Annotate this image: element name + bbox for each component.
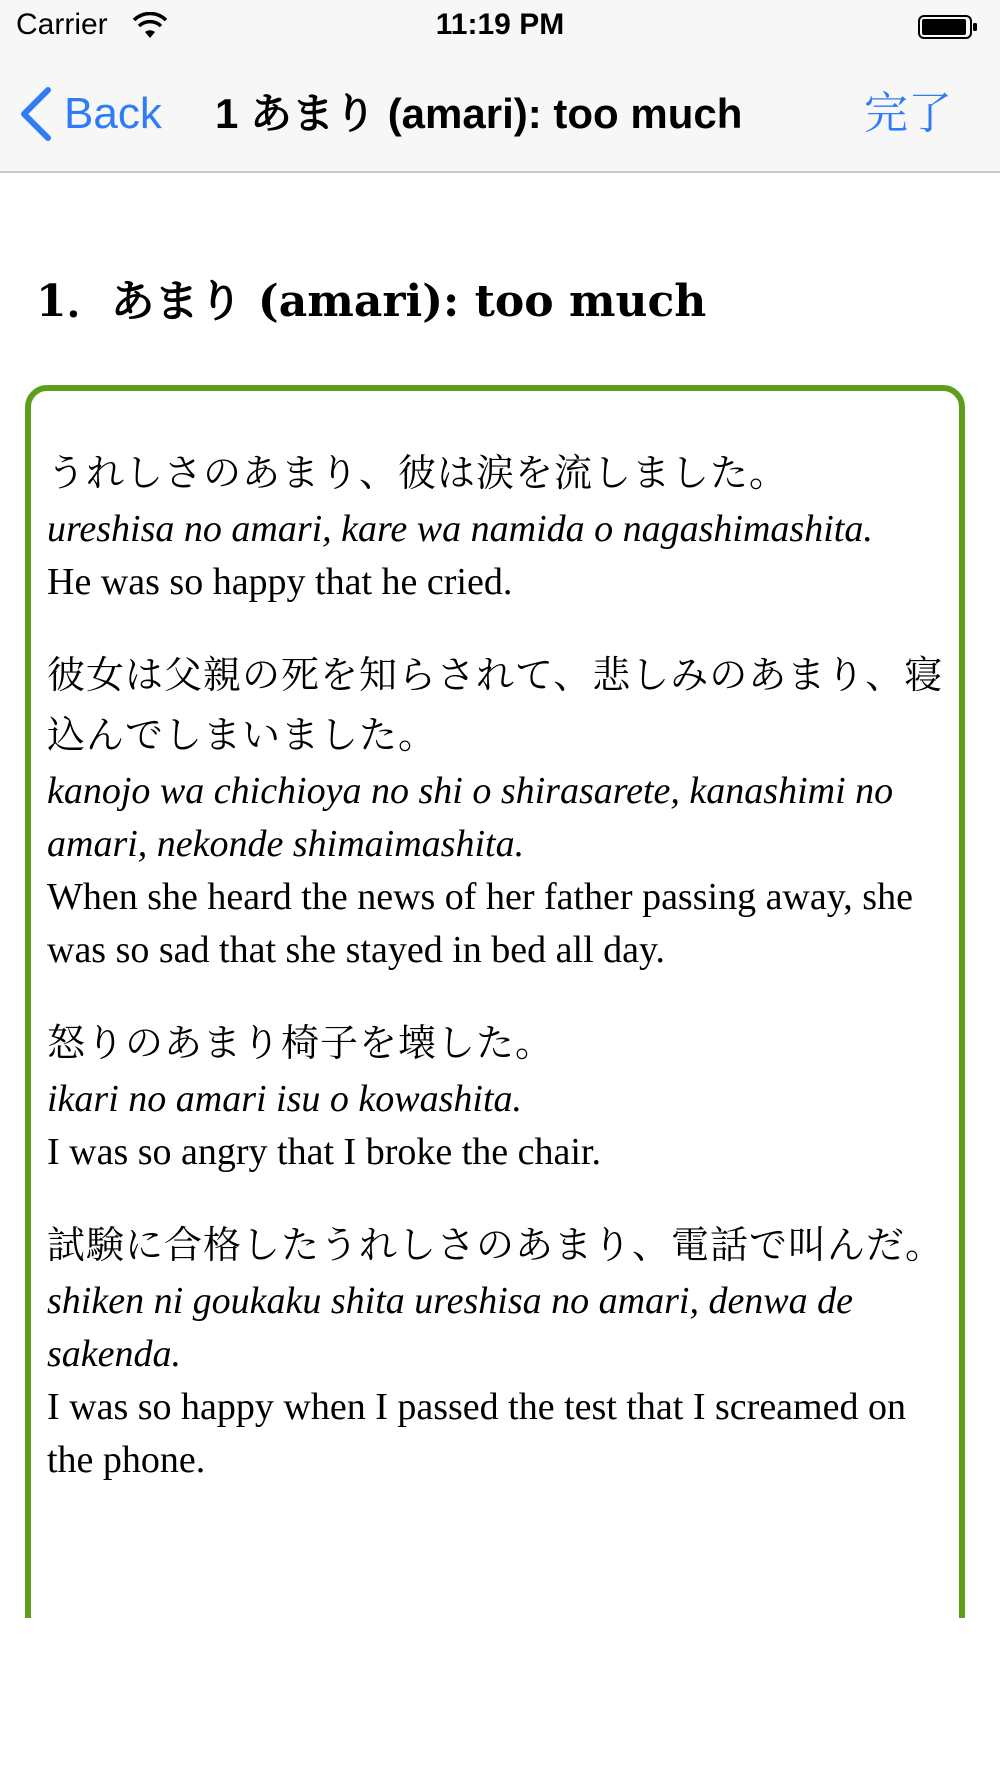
- example-romaji: kanojo wa chichioya no shi o shirasarete, kanashimi no amari, nekonde shimaimashita.: [47, 770, 894, 865]
- example-item: [47, 1215, 945, 1487]
- example-japanese: 彼女は父親の死を知らされて、悲しみのあまり、寝込んでしまいました。: [47, 653, 944, 757]
- status-bar: [0, 0, 1000, 56]
- done-button[interactable]: 完了: [864, 88, 952, 139]
- example-english: I was so angry that I broke the chair.: [47, 1131, 601, 1173]
- example-romaji: ureshisa no amari, kare wa namida o nagashimashita.: [47, 508, 873, 550]
- example-item: [47, 645, 945, 977]
- chevron-left-icon: [18, 86, 54, 142]
- page-heading: 1．あまり (amari): too much: [36, 276, 707, 327]
- examples-box: [25, 385, 965, 1618]
- bottom-blank-area: [0, 1618, 1000, 1778]
- example-item: [47, 443, 945, 609]
- carrier-label: Carrier: [16, 8, 108, 41]
- nav-title: 1 あまり (amari): too much: [215, 90, 743, 137]
- example-english: He was so happy that he cried.: [47, 561, 513, 603]
- example-japanese: うれしさのあまり、彼は涙を流しました。: [47, 451, 789, 495]
- example-romaji: shiken ni goukaku shita ureshisa no amari, denwa de sakenda.: [47, 1280, 854, 1375]
- example-item: [47, 1013, 945, 1179]
- example-romaji: ikari no amari isu o kowashita.: [47, 1078, 523, 1120]
- content-area[interactable]: [0, 173, 1000, 1618]
- example-english: I was so happy when I passed the test that I screamed on the phone.: [47, 1386, 906, 1481]
- example-japanese: 試験に合格したうれしさのあまり、電話で叫んだ。: [47, 1223, 945, 1267]
- navigation-bar: [0, 56, 1000, 173]
- back-button[interactable]: [18, 84, 162, 144]
- back-label: Back: [64, 89, 162, 138]
- example-japanese: 怒りのあまり椅子を壊した。: [47, 1021, 555, 1065]
- battery-icon: [918, 15, 978, 39]
- status-time: 11:19 PM: [435, 8, 565, 41]
- example-english: When she heard the news of her father passing away, she was so sad that she stayed in bed all day.: [47, 876, 913, 971]
